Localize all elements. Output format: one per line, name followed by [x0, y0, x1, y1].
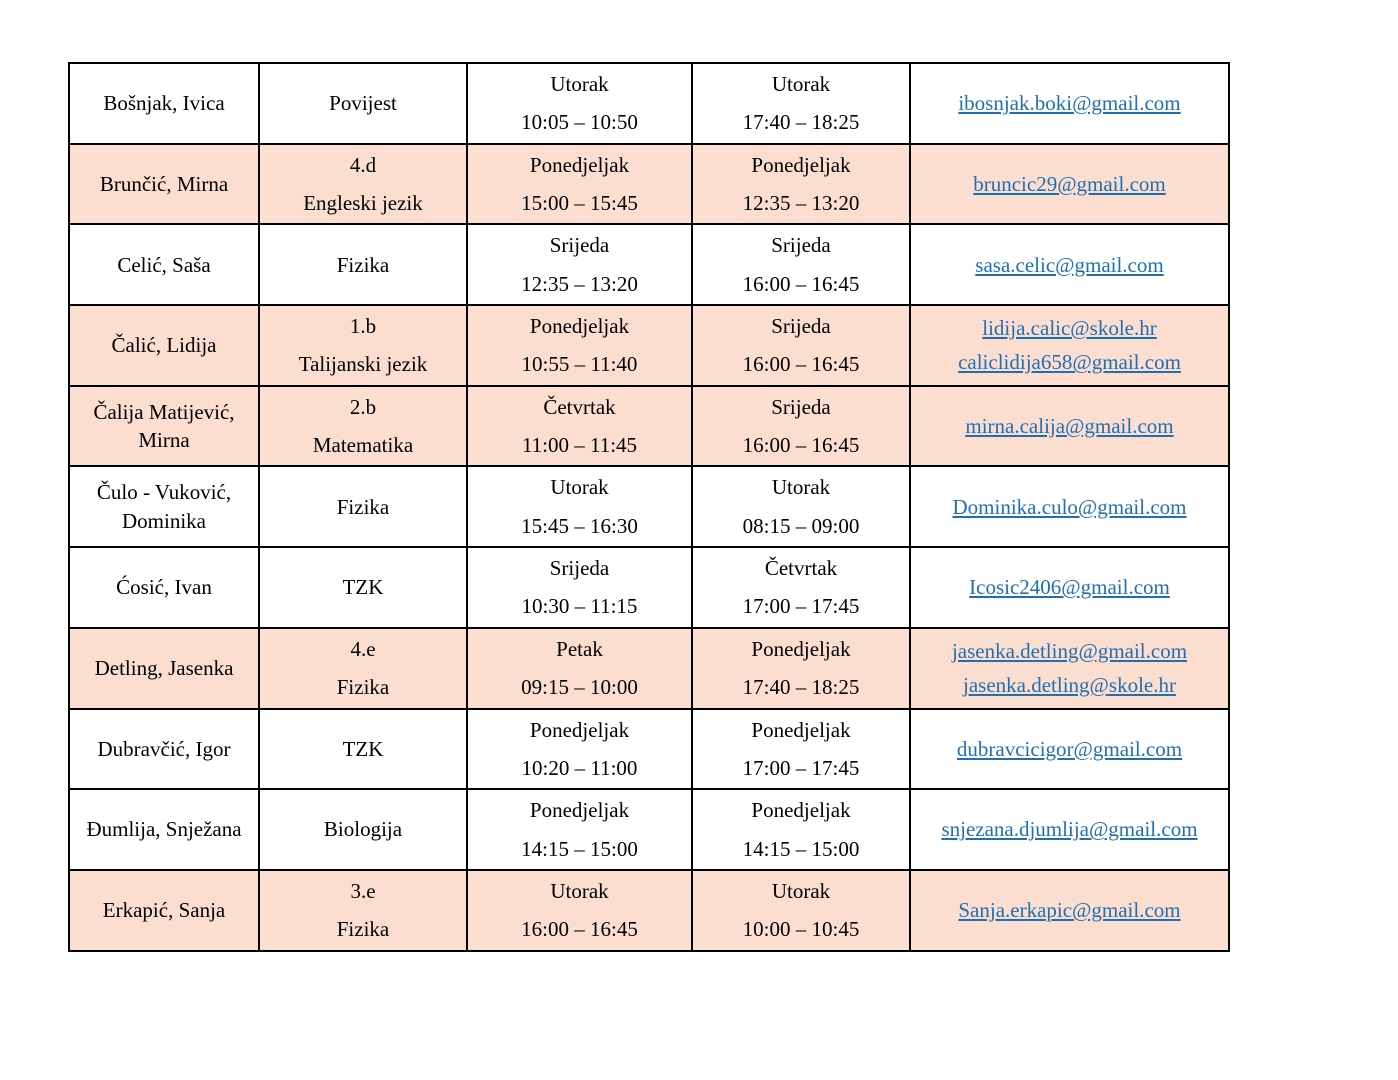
term1_lines-line: Srijeda [549, 233, 610, 258]
term2_lines-cell [692, 870, 910, 951]
term1_lines-line: 10:55 – 11:40 [521, 352, 638, 377]
term1_lines-line: 12:35 – 13:20 [521, 271, 638, 296]
term2_lines-line: 17:00 – 17:45 [742, 755, 860, 780]
teacher-name-cell: Ćosić, Ivan [69, 547, 259, 628]
email-link[interactable]: Dominika.culo@gmail.com [952, 494, 1187, 519]
term2_lines-line: 12:35 – 13:20 [742, 191, 860, 216]
term2_lines-cell [692, 224, 910, 305]
term1_lines-cell [467, 386, 692, 467]
teacher-name-cell: Đumlija, Snježana [69, 789, 259, 870]
email-cell [910, 789, 1229, 870]
term1_lines-line: Utorak [550, 72, 609, 96]
term2_lines-line: 16:00 – 16:45 [742, 352, 860, 377]
subject_lines-line: Fizika [336, 494, 390, 519]
term2_lines-line: 08:15 – 09:00 [742, 513, 860, 538]
consultation-schedule-table [68, 62, 1230, 952]
email-link[interactable]: bruncic29@gmail.com [973, 171, 1166, 196]
email-cell [910, 709, 1229, 790]
email-link[interactable]: dubravcicigor@gmail.com [956, 736, 1183, 761]
term2_lines-line: Srijeda [771, 314, 831, 339]
table-row [69, 224, 1229, 305]
email-link[interactable]: ibosnjak.boki@gmail.com [958, 91, 1181, 116]
term2_lines-line: Srijeda [771, 233, 831, 258]
email-cell [910, 870, 1229, 951]
subject_lines-cell [259, 628, 467, 709]
subject_lines-line: Fizika [336, 917, 390, 942]
term2_lines-line: Ponedjeljak [751, 717, 851, 742]
subject_lines-cell [259, 870, 467, 951]
subject_lines-cell [259, 386, 467, 467]
term1_lines-line: 09:15 – 10:00 [521, 675, 638, 700]
email-cell [910, 305, 1229, 386]
term1_lines-line: Srijeda [549, 556, 610, 581]
subject_lines-cell [259, 144, 467, 225]
subject_lines-cell [259, 547, 467, 628]
table-row [69, 305, 1229, 386]
subject_lines-cell [259, 466, 467, 547]
term2_lines-line: Utorak [771, 475, 831, 500]
table-row [69, 63, 1229, 144]
subject_lines-line: Povijest [329, 91, 397, 116]
teacher-name-cell: Celić, Saša [69, 224, 259, 305]
term1_lines-line: Utorak [550, 475, 609, 500]
term1_lines-cell [467, 466, 692, 547]
subject_lines-line: Matematika [312, 433, 414, 458]
table-row [69, 144, 1229, 225]
term2_lines-line: Srijeda [771, 394, 831, 419]
subject_lines-cell [259, 789, 467, 870]
term1_lines-cell [467, 224, 692, 305]
table-row [69, 628, 1229, 709]
term1_lines-cell [467, 144, 692, 225]
email-link[interactable]: jasenka.detling@gmail.com [951, 638, 1188, 663]
term1_lines-line: 10:30 – 11:15 [521, 594, 638, 619]
term2_lines-cell [692, 305, 910, 386]
table-row [69, 789, 1229, 870]
table-row [69, 466, 1229, 547]
term2_lines-cell [692, 709, 910, 790]
subject_lines-line: 3.e [350, 878, 376, 903]
term2_lines-line: Ponedjeljak [751, 798, 851, 823]
term2_lines-line: 17:00 – 17:45 [742, 594, 860, 619]
term1_lines-line: 11:00 – 11:45 [521, 433, 638, 458]
email-link[interactable]: sasa.celic@gmail.com [975, 252, 1164, 277]
term1_lines-cell [467, 789, 692, 870]
subject_lines-line: TZK [342, 575, 384, 600]
term1_lines-cell [467, 305, 692, 386]
email-link[interactable]: Sanja.erkapic@gmail.com [958, 898, 1181, 922]
teacher-name-cell: Brunčić, Mirna [69, 144, 259, 225]
table-row [69, 870, 1229, 951]
email-cell [910, 144, 1229, 225]
email-link[interactable]: lidija.calic@skole.hr [982, 315, 1157, 340]
teacher-name-cell: Čalija Matijević, Mirna [69, 386, 259, 467]
subject_lines-line: Biologija [323, 817, 403, 842]
teacher-name-cell: Erkapić, Sanja [69, 870, 259, 951]
term2_lines-line: Utorak [771, 72, 831, 96]
term2_lines-line: 17:40 – 18:25 [742, 675, 860, 700]
subject_lines-line: 4.e [350, 636, 376, 661]
term2_lines-line: Četvrtak [764, 556, 838, 581]
subject_lines-line: 2.b [349, 394, 377, 419]
subject_lines-cell [259, 305, 467, 386]
term2_lines-line: Ponedjeljak [751, 152, 851, 177]
term1_lines-line: 15:45 – 16:30 [521, 513, 638, 538]
subject_lines-line: Fizika [336, 252, 390, 277]
term1_lines-cell [467, 63, 692, 144]
email-link[interactable]: mirna.calija@gmail.com [965, 413, 1174, 438]
email-link[interactable]: snjezana.djumlija@gmail.com [941, 817, 1198, 842]
term2_lines-cell [692, 628, 910, 709]
term1_lines-cell [467, 709, 692, 790]
term1_lines-line: Petak [556, 636, 603, 661]
teacher-name-cell: Bošnjak, Ivica [69, 63, 259, 144]
subject_lines-line: Fizika [336, 675, 390, 700]
subject_lines-line: TZK [342, 736, 384, 761]
teacher-name-cell: Dubravčić, Igor [69, 709, 259, 790]
subject_lines-line: Engleski jezik [303, 191, 423, 216]
term1_lines-line: 16:00 – 16:45 [521, 917, 638, 942]
term2_lines-cell [692, 466, 910, 547]
term1_lines-line: 15:00 – 15:45 [521, 191, 638, 216]
email-cell [910, 466, 1229, 547]
term2_lines-cell [692, 789, 910, 870]
subject_lines-line: Talijanski jezik [298, 352, 428, 377]
term2_lines-line: 14:15 – 15:00 [742, 836, 860, 861]
teacher-name-cell: Čulo - Vuković, Dominika [69, 466, 259, 547]
term1_lines-cell [467, 870, 692, 951]
table-row [69, 709, 1229, 790]
term1_lines-line: Ponedjeljak [529, 314, 630, 339]
teacher-name-cell: Čalić, Lidija [69, 305, 259, 386]
term2_lines-cell [692, 547, 910, 628]
term2_lines-line: 10:00 – 10:45 [742, 917, 860, 942]
email-cell [910, 628, 1229, 709]
term2_lines-cell [692, 63, 910, 144]
subject_lines-cell [259, 63, 467, 144]
term2_lines-cell [692, 386, 910, 467]
email-cell [910, 386, 1229, 467]
subject_lines-line: 4.d [349, 152, 377, 177]
term2_lines-line: Utorak [771, 878, 831, 903]
term2_lines-line: 17:40 – 18:25 [742, 110, 860, 135]
email-cell [910, 224, 1229, 305]
teacher-name-cell: Detling, Jasenka [69, 628, 259, 709]
term1_lines-line: 10:20 – 11:00 [521, 755, 638, 780]
term1_lines-line: 14:15 – 15:00 [521, 836, 638, 861]
term1_lines-line: Ponedjeljak [529, 717, 630, 742]
email-link[interactable]: caliclidija658@gmail.com [958, 350, 1181, 375]
table-body [69, 63, 1229, 951]
email-cell [910, 547, 1229, 628]
subject_lines-line: 1.b [349, 314, 377, 339]
subject_lines-cell [259, 709, 467, 790]
email-cell [910, 63, 1229, 144]
subject_lines-cell [259, 224, 467, 305]
term2_lines-line: 16:00 – 16:45 [742, 433, 860, 458]
term2_lines-cell [692, 144, 910, 225]
term1_lines-line: Utorak [550, 878, 609, 903]
term2_lines-line: Ponedjeljak [751, 636, 851, 661]
email-link[interactable]: jasenka.detling@skole.hr [963, 673, 1176, 698]
term1_lines-line: Ponedjeljak [529, 152, 630, 177]
term1_lines-line: Četvrtak [543, 394, 616, 419]
term2_lines-line: 16:00 – 16:45 [742, 271, 860, 296]
term1_lines-cell [467, 547, 692, 628]
email-link[interactable]: Icosic2406@gmail.com [969, 575, 1170, 600]
term1_lines-line: 10:05 – 10:50 [521, 110, 638, 135]
term1_lines-cell [467, 628, 692, 709]
term1_lines-line: Ponedjeljak [529, 798, 630, 823]
table-row [69, 386, 1229, 467]
table-row [69, 547, 1229, 628]
